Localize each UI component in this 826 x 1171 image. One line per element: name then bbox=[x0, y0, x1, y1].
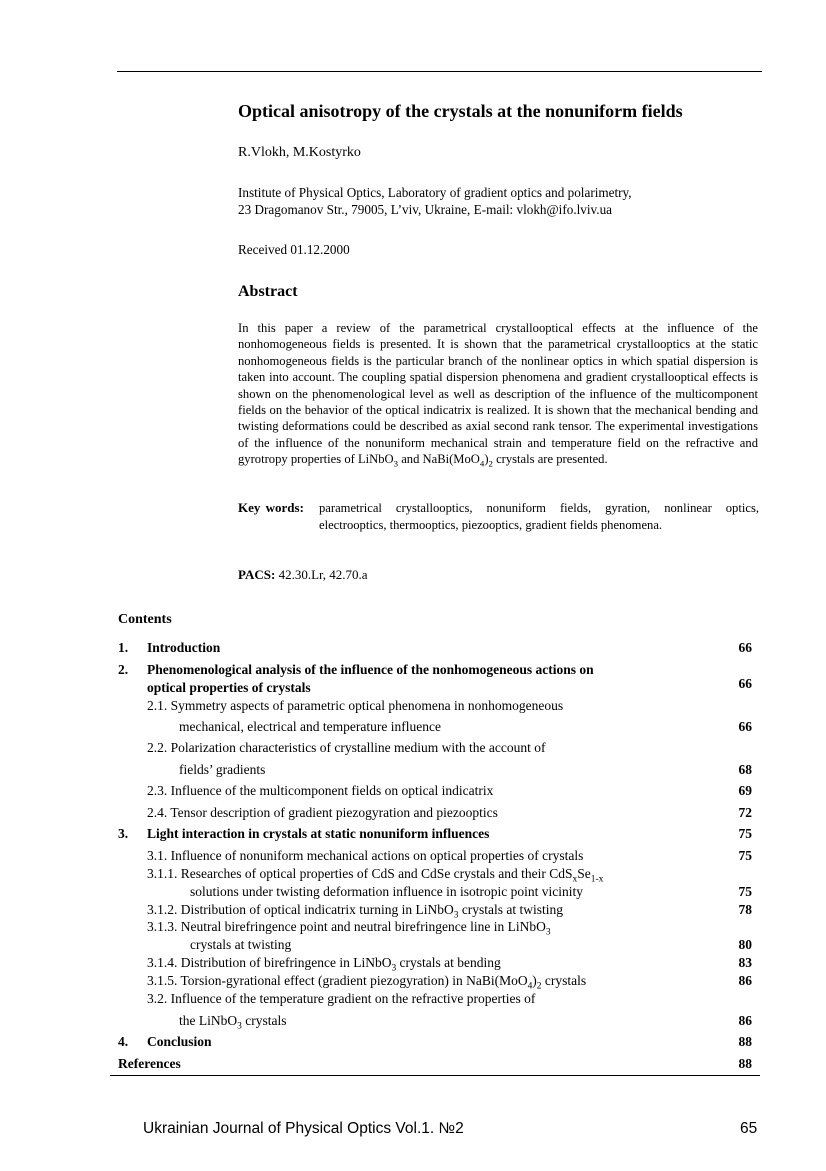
toc-page-2-2: 68 bbox=[738, 762, 752, 777]
toc-3-2-sub: 3 bbox=[237, 1021, 242, 1032]
affiliation-line-1: Institute of Physical Optics, Laboratory of gradient optics and polarimetry, bbox=[238, 185, 632, 200]
keywords-label: Key words: bbox=[238, 500, 304, 515]
toc-item-3-1-1-line-1[interactable] bbox=[147, 866, 604, 885]
toc-3-1-4-text-a: 3.1.4. Distribution of birefringence in LiNbO bbox=[147, 955, 392, 970]
toc-page-3-1: 75 bbox=[738, 848, 752, 863]
toc-page-3-2: 86 bbox=[738, 1013, 752, 1028]
toc-item-3-1-2[interactable] bbox=[147, 902, 564, 921]
toc-3-1-1-text-a: 3.1.1. Researches of optical properties of CdS and CdSe crystals and their CdS bbox=[147, 866, 573, 881]
journal-footer: Ukrainian Journal of Physical Optics Vol.1. №2 bbox=[143, 1120, 464, 1137]
toc-3-1-5-text-a: 3.1.5. Torsion-gyrational effect (gradient piezogyration) in NaBi(MoO bbox=[147, 973, 528, 988]
toc-item-2-4[interactable]: 2.4. Tensor description of gradient piezogyration and piezooptics bbox=[147, 805, 498, 820]
abstract-heading: Abstract bbox=[238, 283, 298, 300]
keywords-text: parametrical crystallooptics, nonuniform fields, gyration, nonlinear optics, electrooptics, thermooptics, piezooptics, gradient fields phenomena. bbox=[319, 501, 759, 532]
abstract-text bbox=[238, 320, 758, 468]
toc-3-1-5-text-b: ) bbox=[532, 973, 537, 988]
toc-page-conclusion: 88 bbox=[738, 1034, 752, 1049]
abstract-part-1: In this paper a review of the parametrical crystallooptical effects at the influence of the nonhomogeneous fields is presented. It is shown that the parametrical crystallooptics at the static nonhomogeneous fields is the particular branch of the nonlinear optics in which spatial dispersion is taken into account. The coupling spatial dispersion phenomena and gradient crystallooptical effects is shown on the phenomenological level as well as description of the influence of the multicomponent fields on the behavior of the optical indicatrix is realized. It is shown that the mechanical bending and twisting deformations could be described as axial second rank tensor. The experimental investigations of the influence of the nonuniform mechanical strain and temperature field on the refractive and gyrotropy properties of LiNbO bbox=[238, 321, 758, 467]
toc-page-3-1-4: 83 bbox=[738, 955, 752, 970]
abstract-part-2: and NaBi(MoO bbox=[398, 452, 480, 467]
toc-item-3-1-5[interactable] bbox=[147, 973, 587, 992]
toc-item-introduction[interactable]: Introduction bbox=[147, 640, 221, 655]
toc-item-3-2-line-2[interactable] bbox=[179, 1013, 287, 1032]
toc-3-1-5-sub-1: 4 bbox=[527, 981, 533, 992]
toc-page-3: 75 bbox=[738, 826, 752, 841]
toc-item-3-1[interactable]: 3.1. Influence of nonuniform mechanical actions on optical properties of crystals bbox=[147, 848, 584, 863]
toc-3-1-2-sub: 3 bbox=[453, 910, 459, 921]
toc-page-2: 66 bbox=[738, 676, 752, 691]
toc-page-3-1-3: 80 bbox=[738, 937, 752, 952]
toc-3-1-3-text-a: 3.1.3. Neutral birefringence point and neutral birefringence line in LiNbO bbox=[147, 919, 546, 934]
toc-3-1-1-text-b: Se bbox=[577, 866, 591, 881]
toc-page-2-1: 66 bbox=[738, 719, 752, 734]
received-date: Received 01.12.2000 bbox=[238, 242, 350, 257]
toc-3-1-2-text-a: 3.1.2. Distribution of optical indicatrix turning in LiNbO bbox=[147, 902, 454, 917]
toc-page-2-4: 72 bbox=[738, 805, 752, 820]
toc-item-2-1-line-1[interactable]: 2.1. Symmetry aspects of parametric optical phenomena in nonhomogeneous bbox=[147, 698, 564, 713]
abstract-part-4: crystals are presented. bbox=[492, 452, 608, 467]
toc-num-1[interactable]: 1. bbox=[118, 640, 129, 655]
pacs-line bbox=[238, 567, 368, 583]
toc-3-1-3-sub: 3 bbox=[545, 927, 551, 938]
toc-page-introduction: 66 bbox=[738, 640, 752, 655]
toc-page-3-1-5: 86 bbox=[738, 973, 752, 988]
toc-item-2-3[interactable]: 2.3. Influence of the multicomponent fields on optical indicatrix bbox=[147, 783, 494, 798]
toc-item-3-1-1-line-2[interactable]: solutions under twisting deformation influence in isotropic point vicinity bbox=[190, 884, 583, 899]
toc-num-4[interactable]: 4. bbox=[118, 1034, 129, 1049]
toc-3-1-2-text-b: crystals at twisting bbox=[458, 902, 564, 917]
toc-item-3-1-3-line-1[interactable] bbox=[147, 919, 551, 938]
authors: R.Vlokh, M.Kostyrko bbox=[238, 145, 361, 160]
toc-3-1-5-text-c: crystals bbox=[541, 973, 587, 988]
toc-item-3[interactable]: Light interaction in crystals at static nonuniform influences bbox=[147, 826, 490, 841]
affiliation-line-2: 23 Dragomanov Str., 79005, L’viv, Ukraine, E-mail: vlokh@ifo.lviv.ua bbox=[238, 202, 613, 217]
toc-page-3-1-1: 75 bbox=[738, 884, 752, 899]
toc-item-2-1-line-2[interactable]: mechanical, electrical and temperature influence bbox=[179, 719, 441, 734]
affiliation bbox=[238, 184, 632, 218]
contents-heading: Contents bbox=[118, 612, 172, 627]
toc-item-2-2-line-1[interactable]: 2.2. Polarization characteristics of crystalline medium with the account of bbox=[147, 740, 546, 755]
toc-num-3[interactable]: 3. bbox=[118, 826, 129, 841]
toc-item-3-2-line-1[interactable]: 3.2. Influence of the temperature gradient on the refractive properties of bbox=[147, 991, 536, 1006]
toc-num-2[interactable]: 2. bbox=[118, 662, 129, 677]
bottom-rule bbox=[110, 1075, 760, 1076]
abstract-part-3: ) bbox=[484, 452, 489, 467]
toc-page-3-1-2: 78 bbox=[738, 902, 752, 917]
toc-3-1-1-sub-x: x bbox=[572, 874, 578, 885]
toc-item-3-1-4[interactable] bbox=[147, 955, 501, 974]
toc-item-2-line-1[interactable]: Phenomenological analysis of the influence of the nonhomogeneous actions on bbox=[147, 662, 594, 677]
toc-3-2-text-a: the LiNbO bbox=[179, 1013, 238, 1028]
toc-3-1-1-sub-1x: 1-x bbox=[590, 874, 604, 885]
toc-3-1-4-text-b: crystals at bending bbox=[396, 955, 501, 970]
toc-item-conclusion[interactable]: Conclusion bbox=[147, 1034, 212, 1049]
toc-3-1-4-sub: 3 bbox=[391, 963, 397, 974]
pacs-value: 42.30.Lr, 42.70.a bbox=[275, 567, 368, 582]
toc-3-1-5-sub-2: 2 bbox=[536, 981, 542, 992]
abstract-sub-1: 3 bbox=[393, 458, 399, 469]
toc-item-2-2-line-2[interactable]: fields’ gradients bbox=[179, 762, 266, 777]
paper-title: Optical anisotropy of the crystals at the nonuniform fields bbox=[238, 101, 683, 121]
pacs-label: PACS: bbox=[238, 567, 276, 582]
toc-item-2-line-2[interactable]: optical properties of crystals bbox=[147, 680, 311, 695]
toc-3-2-text-b: crystals bbox=[241, 1013, 287, 1028]
toc-item-references[interactable]: References bbox=[118, 1056, 181, 1071]
toc-item-3-1-3-line-2[interactable]: crystals at twisting bbox=[190, 937, 292, 952]
abstract-sub-3: 2 bbox=[488, 458, 493, 469]
page-number: 65 bbox=[740, 1120, 758, 1137]
top-rule bbox=[117, 71, 762, 72]
abstract-sub-2: 4 bbox=[479, 458, 485, 469]
toc-page-2-3: 69 bbox=[738, 783, 752, 798]
toc-page-references: 88 bbox=[738, 1056, 752, 1071]
